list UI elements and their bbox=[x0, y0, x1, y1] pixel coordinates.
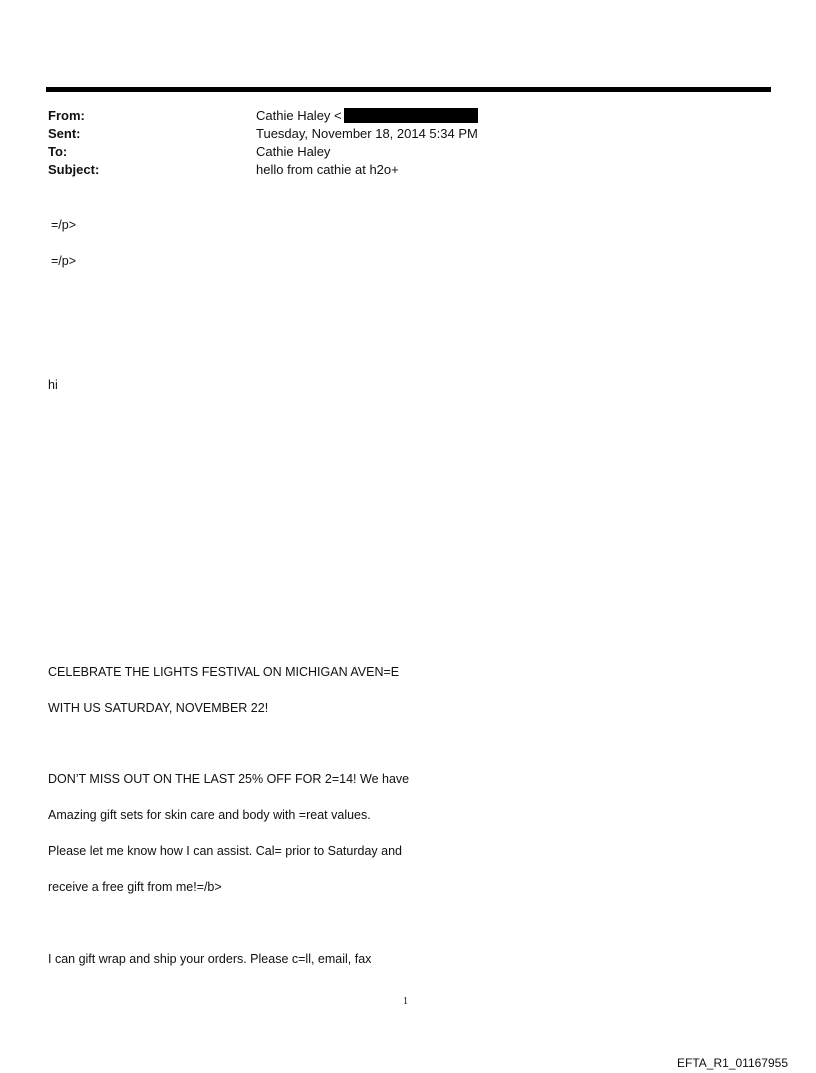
body-line: receive a free gift from me!=/b> bbox=[48, 880, 222, 894]
sent-value: Tuesday, November 18, 2014 5:34 PM bbox=[256, 126, 478, 141]
body-line: DON’T MISS OUT ON THE LAST 25% OFF FOR 2=14! We have bbox=[48, 772, 410, 786]
subject-value: hello from cathie at h2o+ bbox=[256, 162, 399, 177]
document-id: EFTA_R1_01167955 bbox=[677, 1056, 788, 1070]
body-line: Please let me know how I can assist. Cal= prior to Saturday and bbox=[48, 844, 402, 858]
to-value: Cathie Haley bbox=[256, 144, 331, 159]
body-line: =/p> bbox=[51, 218, 77, 232]
from-sender: Cathie Haley < bbox=[256, 108, 342, 123]
redaction-box bbox=[344, 108, 478, 123]
header-divider bbox=[46, 87, 771, 92]
to-label: To: bbox=[48, 144, 68, 159]
body-line: CELEBRATE THE LIGHTS FESTIVAL ON MICHIGAN AVEN=E bbox=[48, 665, 400, 679]
page-number: 1 bbox=[403, 996, 408, 1007]
body-line: I can gift wrap and ship your orders. Please c=ll, email, fax bbox=[48, 952, 372, 966]
body-line: =/p> bbox=[51, 254, 77, 268]
body-line: hi bbox=[48, 378, 58, 392]
from-label: From: bbox=[48, 108, 85, 123]
from-value bbox=[256, 107, 478, 125]
body-line: WITH US SATURDAY, NOVEMBER 22! bbox=[48, 701, 269, 715]
body-line: Amazing gift sets for skin care and body with =reat values. bbox=[48, 808, 371, 822]
subject-label: Subject: bbox=[48, 162, 100, 177]
sent-label: Sent: bbox=[48, 126, 81, 141]
